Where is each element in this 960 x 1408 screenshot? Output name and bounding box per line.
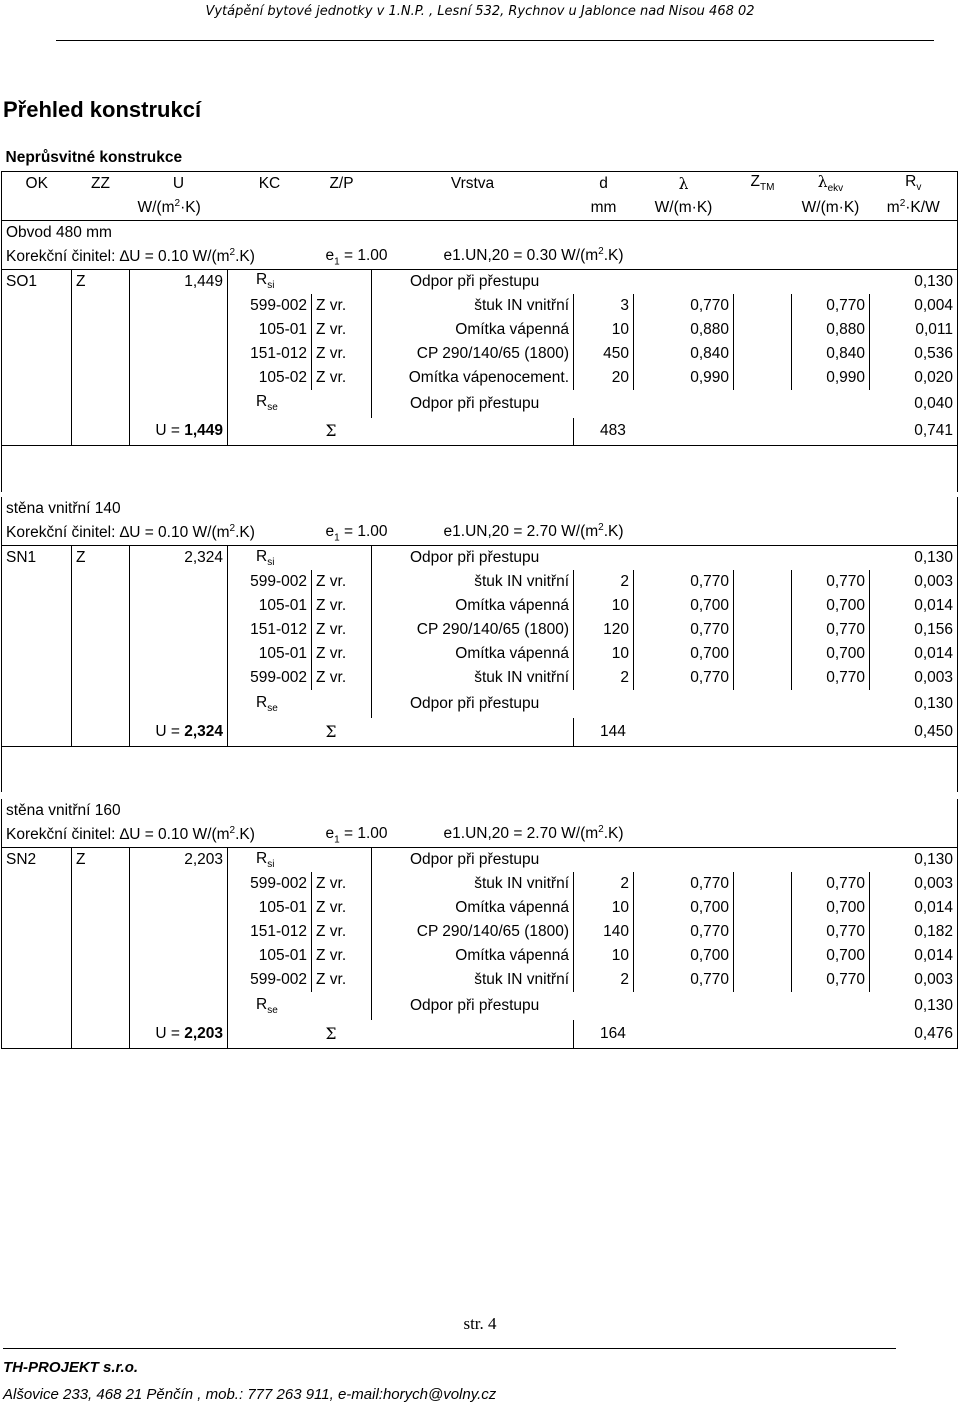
so1-sigma: Σ [312, 418, 574, 446]
col-d: d [574, 171, 634, 196]
layer-kc: 105-01 [228, 318, 312, 342]
layer-zp: Z vr. [312, 666, 372, 690]
col-zz: ZZ [72, 171, 130, 196]
so1-u-total: U = 1,449 [130, 418, 228, 446]
layer-lambda: 0,990 [634, 366, 734, 390]
sn1-sigma: Σ [312, 718, 574, 746]
col-d-unit: mm [574, 196, 634, 221]
layer-lambda: 0,880 [634, 318, 734, 342]
layer-kc: 599-002 [228, 968, 312, 992]
sn2-zz: Z [72, 848, 130, 873]
layer-rv: 0,182 [870, 920, 958, 944]
layer-rv: 0,014 [870, 594, 958, 618]
layer-lekv: 0,990 [792, 366, 870, 390]
page-number: str. 4 [463, 1314, 497, 1333]
sn1-layer-row [2, 666, 958, 690]
col-kc: KC [228, 171, 312, 196]
sn1-rsi-value: 0,130 [870, 546, 958, 571]
layer-d: 2 [574, 666, 634, 690]
layer-rv: 0,020 [870, 366, 958, 390]
opaque-group: Obvod 480 mm [2, 220, 958, 245]
layer-d: 10 [574, 594, 634, 618]
layer-lambda: 0,700 [634, 896, 734, 920]
sn1-rse-label: Odpor při přestupu [410, 695, 540, 712]
layer-zp: Z vr. [312, 944, 372, 968]
layer-lekv: 0,770 [792, 570, 870, 594]
layer-rv: 0,003 [870, 968, 958, 992]
layer-lekv: 0,770 [792, 920, 870, 944]
so1-ok: SO1 [2, 269, 72, 294]
layer-rv: 0,003 [870, 666, 958, 690]
layer-vrstva: Omítka vápenná [372, 318, 574, 342]
sn2-rsi: $R_{si}$ [256, 849, 275, 871]
layer-lekv: 0,840 [792, 342, 870, 366]
so1-rsi-value: 0,130 [870, 269, 958, 294]
so1-layer-row [2, 342, 958, 366]
sn2-rsi-value: 0,130 [870, 848, 958, 873]
so1-layer-row [2, 366, 958, 390]
layer-lekv: 0,880 [792, 318, 870, 342]
layer-d: 3 [574, 294, 634, 318]
layer-d: 450 [574, 342, 634, 366]
layer-vrstva: Omítka vápenná [372, 594, 574, 618]
layer-lambda: 0,840 [634, 342, 734, 366]
layer-lambda: 0,770 [634, 968, 734, 992]
layer-d: 140 [574, 920, 634, 944]
col-ztm [734, 171, 792, 196]
sn2-korekce-e1: $e_1 = 1.00$ e1.UN,20 = 2.70 $W/(m^2.K)$ [312, 823, 574, 848]
col-lekv-unit: W/(m·K) [792, 196, 870, 221]
sn1-rsi: $R_{si}$ [256, 547, 275, 569]
layer-lambda: 0,770 [634, 618, 734, 642]
col-ztm-symbol: Z [750, 173, 760, 191]
layer-kc: 151-012 [228, 618, 312, 642]
layer-lambda: 0,700 [634, 944, 734, 968]
sn1-sum-rv: 0,450 [870, 718, 958, 746]
layer-vrstva: Omítka vápenocement. [372, 366, 574, 390]
layer-d: 10 [574, 318, 634, 342]
layer-rv: 0,003 [870, 570, 958, 594]
layer-rv: 0,536 [870, 342, 958, 366]
so1-rse-label: Odpor při přestupu [410, 394, 540, 412]
layer-kc: 105-01 [228, 642, 312, 666]
col-u-unit: $W/(m^2\cdot K)$ [130, 196, 312, 221]
layer-lambda: 0,770 [634, 920, 734, 944]
sn1-layer-row [2, 618, 958, 642]
sn2-sigma: Σ [312, 1020, 574, 1048]
sn2-layer-row [2, 944, 958, 968]
layer-vrstva: štuk IN vnitřní [372, 666, 574, 690]
sn1-group: stěna vnitřní 140 [2, 497, 958, 521]
layer-vrstva: CP 290/140/65 (1800) [372, 618, 574, 642]
layer-kc: 599-002 [228, 666, 312, 690]
sn1-table [1, 497, 958, 792]
page-header: Vytápění bytové jednotky v 1.N.P. , Lesní 532, Rychnov u Jablonce nad Nisou 468 02 [205, 4, 755, 19]
so1-rsi: $R_{si}$ [256, 271, 275, 292]
so1-rse-value: 0,040 [870, 390, 958, 418]
sn1-u: 2,324 [130, 546, 228, 571]
sn1-layer-row [2, 642, 958, 666]
section-title: Přehled konstrukcí [3, 97, 202, 122]
layer-lekv: 0,770 [792, 294, 870, 318]
layer-rv: 0,003 [870, 872, 958, 896]
layer-kc: 105-02 [228, 366, 312, 390]
layer-rv: 0,014 [870, 944, 958, 968]
layer-zp: Z vr. [312, 342, 372, 366]
sn2-layer-row [2, 896, 958, 920]
layer-lekv: 0,700 [792, 594, 870, 618]
layer-rv: 0,011 [870, 318, 958, 342]
layer-lekv: 0,770 [792, 872, 870, 896]
layer-lekv: 0,700 [792, 642, 870, 666]
layer-vrstva: štuk IN vnitřní [372, 872, 574, 896]
so1-rsi-label: Odpor při přestupu [410, 272, 540, 290]
col-rv-sub: v [916, 182, 922, 194]
col-zp: Z/P [312, 171, 372, 196]
opaque-constructions-table [1, 145, 958, 492]
sn2-sum-d: 164 [574, 1020, 734, 1048]
sn1-ok: SN1 [2, 546, 72, 571]
layer-kc: 151-012 [228, 920, 312, 944]
footer-rule [3, 1348, 896, 1349]
sn1-rse: $R_{se}$ [256, 693, 278, 715]
layer-vrstva: CP 290/140/65 (1800) [372, 920, 574, 944]
layer-zp: Z vr. [312, 594, 372, 618]
layer-d: 2 [574, 968, 634, 992]
layer-lekv: 0,700 [792, 896, 870, 920]
sn2-sum-rv: 0,476 [870, 1020, 958, 1048]
sn2-ok: SN2 [2, 848, 72, 873]
layer-d: 10 [574, 642, 634, 666]
layer-lambda: 0,700 [634, 594, 734, 618]
layer-lekv: 0,770 [792, 666, 870, 690]
col-ok: OK [2, 171, 72, 196]
layer-d: 2 [574, 570, 634, 594]
layer-rv: 0,014 [870, 642, 958, 666]
sn1-layer-row [2, 570, 958, 594]
layer-zp: Z vr. [312, 570, 372, 594]
layer-kc: 599-002 [228, 570, 312, 594]
sn1-sum-d: 144 [574, 718, 734, 746]
sn2-rse-value: 0,130 [870, 992, 958, 1020]
layer-zp: Z vr. [312, 366, 372, 390]
layer-kc: 105-01 [228, 594, 312, 618]
sn2-table [1, 799, 958, 1049]
layer-vrstva: štuk IN vnitřní [372, 570, 574, 594]
layer-vrstva: štuk IN vnitřní [372, 968, 574, 992]
sn1-rsi-label: Odpor při přestupu [410, 549, 540, 566]
layer-kc: 151-012 [228, 342, 312, 366]
sn1-rse-value: 0,130 [870, 690, 958, 718]
layer-rv: 0,014 [870, 896, 958, 920]
layer-lekv: 0,770 [792, 968, 870, 992]
opaque-title: Neprůsvitné konstrukce [5, 148, 183, 166]
layer-kc: 105-01 [228, 944, 312, 968]
so1-layer-row [2, 294, 958, 318]
col-lekv-sub: ekv [827, 183, 844, 195]
sn1-u-total: U = 2,324 [130, 718, 228, 746]
layer-zp: Z vr. [312, 968, 372, 992]
col-rv-unit: $m^2\cdot K/W$ [870, 196, 958, 221]
layer-vrstva: Omítka vápenná [372, 642, 574, 666]
opaque-korekce-e1: $e_1 = 1.00$ e1.UN,20 = 0.30 $W/(m^2.K)$ [312, 245, 574, 270]
layer-zp: Z vr. [312, 618, 372, 642]
footer-company: TH-PROJEKT s.r.o. [3, 1359, 139, 1376]
layer-kc: 599-002 [228, 294, 312, 318]
col-lekv [792, 171, 870, 196]
layer-vrstva: Omítka vápenná [372, 944, 574, 968]
sn2-rse: $R_{se}$ [256, 995, 278, 1017]
layer-lambda: 0,770 [634, 294, 734, 318]
sn2-group: stěna vnitřní 160 [2, 799, 958, 823]
layer-lambda: 0,700 [634, 642, 734, 666]
layer-vrstva: štuk IN vnitřní [372, 294, 574, 318]
layer-d: 120 [574, 618, 634, 642]
col-lekv-symbol: λ [817, 172, 828, 191]
layer-zp: Z vr. [312, 642, 372, 666]
layer-zp: Z vr. [312, 318, 372, 342]
footer-address: Alšovice 233, 468 21 Pěnčín , mob.: 777 263 911, e-mail:horych@volny.cz [3, 1386, 497, 1403]
layer-vrstva: CP 290/140/65 (1800) [372, 342, 574, 366]
col-lambda: λ [634, 171, 734, 196]
layer-rv: 0,156 [870, 618, 958, 642]
col-lambda-unit: W/(m·K) [634, 196, 734, 221]
sn1-layer-row [2, 594, 958, 618]
layer-zp: Z vr. [312, 896, 372, 920]
layer-zp: Z vr. [312, 294, 372, 318]
col-ztm-sub: TM [760, 182, 775, 194]
layer-d: 10 [574, 944, 634, 968]
layer-d: 2 [574, 872, 634, 896]
sn2-u-total: U = 2,203 [130, 1020, 228, 1048]
sn2-korekce-du: Korekční činitel: ∆U = 0.10 $W/(m^2.K)$ [2, 823, 312, 848]
layer-zp: Z vr. [312, 872, 372, 896]
layer-lambda: 0,770 [634, 666, 734, 690]
layer-kc: 105-01 [228, 896, 312, 920]
so1-sum-rv: 0,741 [870, 418, 958, 446]
layer-lekv: 0,770 [792, 618, 870, 642]
col-u: U [130, 171, 228, 196]
sn2-rse-label: Odpor při přestupu [410, 997, 540, 1014]
sn2-rsi-label: Odpor při přestupu [410, 851, 540, 868]
layer-d: 20 [574, 366, 634, 390]
so1-sum-d: 483 [574, 418, 734, 446]
header-rule [56, 40, 934, 41]
col-rv-symbol: R [905, 173, 917, 191]
layer-vrstva: Omítka vápenná [372, 896, 574, 920]
sn1-korekce-e1: $e_1 = 1.00$ e1.UN,20 = 2.70 $W/(m^2.K)$ [312, 521, 574, 546]
so1-zz: Z [72, 269, 130, 294]
sn2-layer-row [2, 920, 958, 944]
layer-lambda: 0,770 [634, 872, 734, 896]
sn1-korekce-du: Korekční činitel: ∆U = 0.10 $W/(m^2.K)$ [2, 521, 312, 546]
so1-rse: $R_{se}$ [256, 393, 278, 414]
sn1-zz: Z [72, 546, 130, 571]
sn2-layer-row [2, 872, 958, 896]
so1-layer-row [2, 318, 958, 342]
opaque-korekce-du: Korekční činitel: ∆U = 0.10 $W/(m^2.K)$ [2, 245, 312, 270]
layer-d: 10 [574, 896, 634, 920]
sn2-u: 2,203 [130, 848, 228, 873]
layer-lambda: 0,770 [634, 570, 734, 594]
col-vrstva: Vrstva [372, 171, 574, 196]
layer-lekv: 0,700 [792, 944, 870, 968]
so1-u: 1,449 [130, 269, 228, 294]
col-rv [870, 171, 958, 196]
layer-zp: Z vr. [312, 920, 372, 944]
layer-rv: 0,004 [870, 294, 958, 318]
sn2-layer-row [2, 968, 958, 992]
layer-kc: 599-002 [228, 872, 312, 896]
